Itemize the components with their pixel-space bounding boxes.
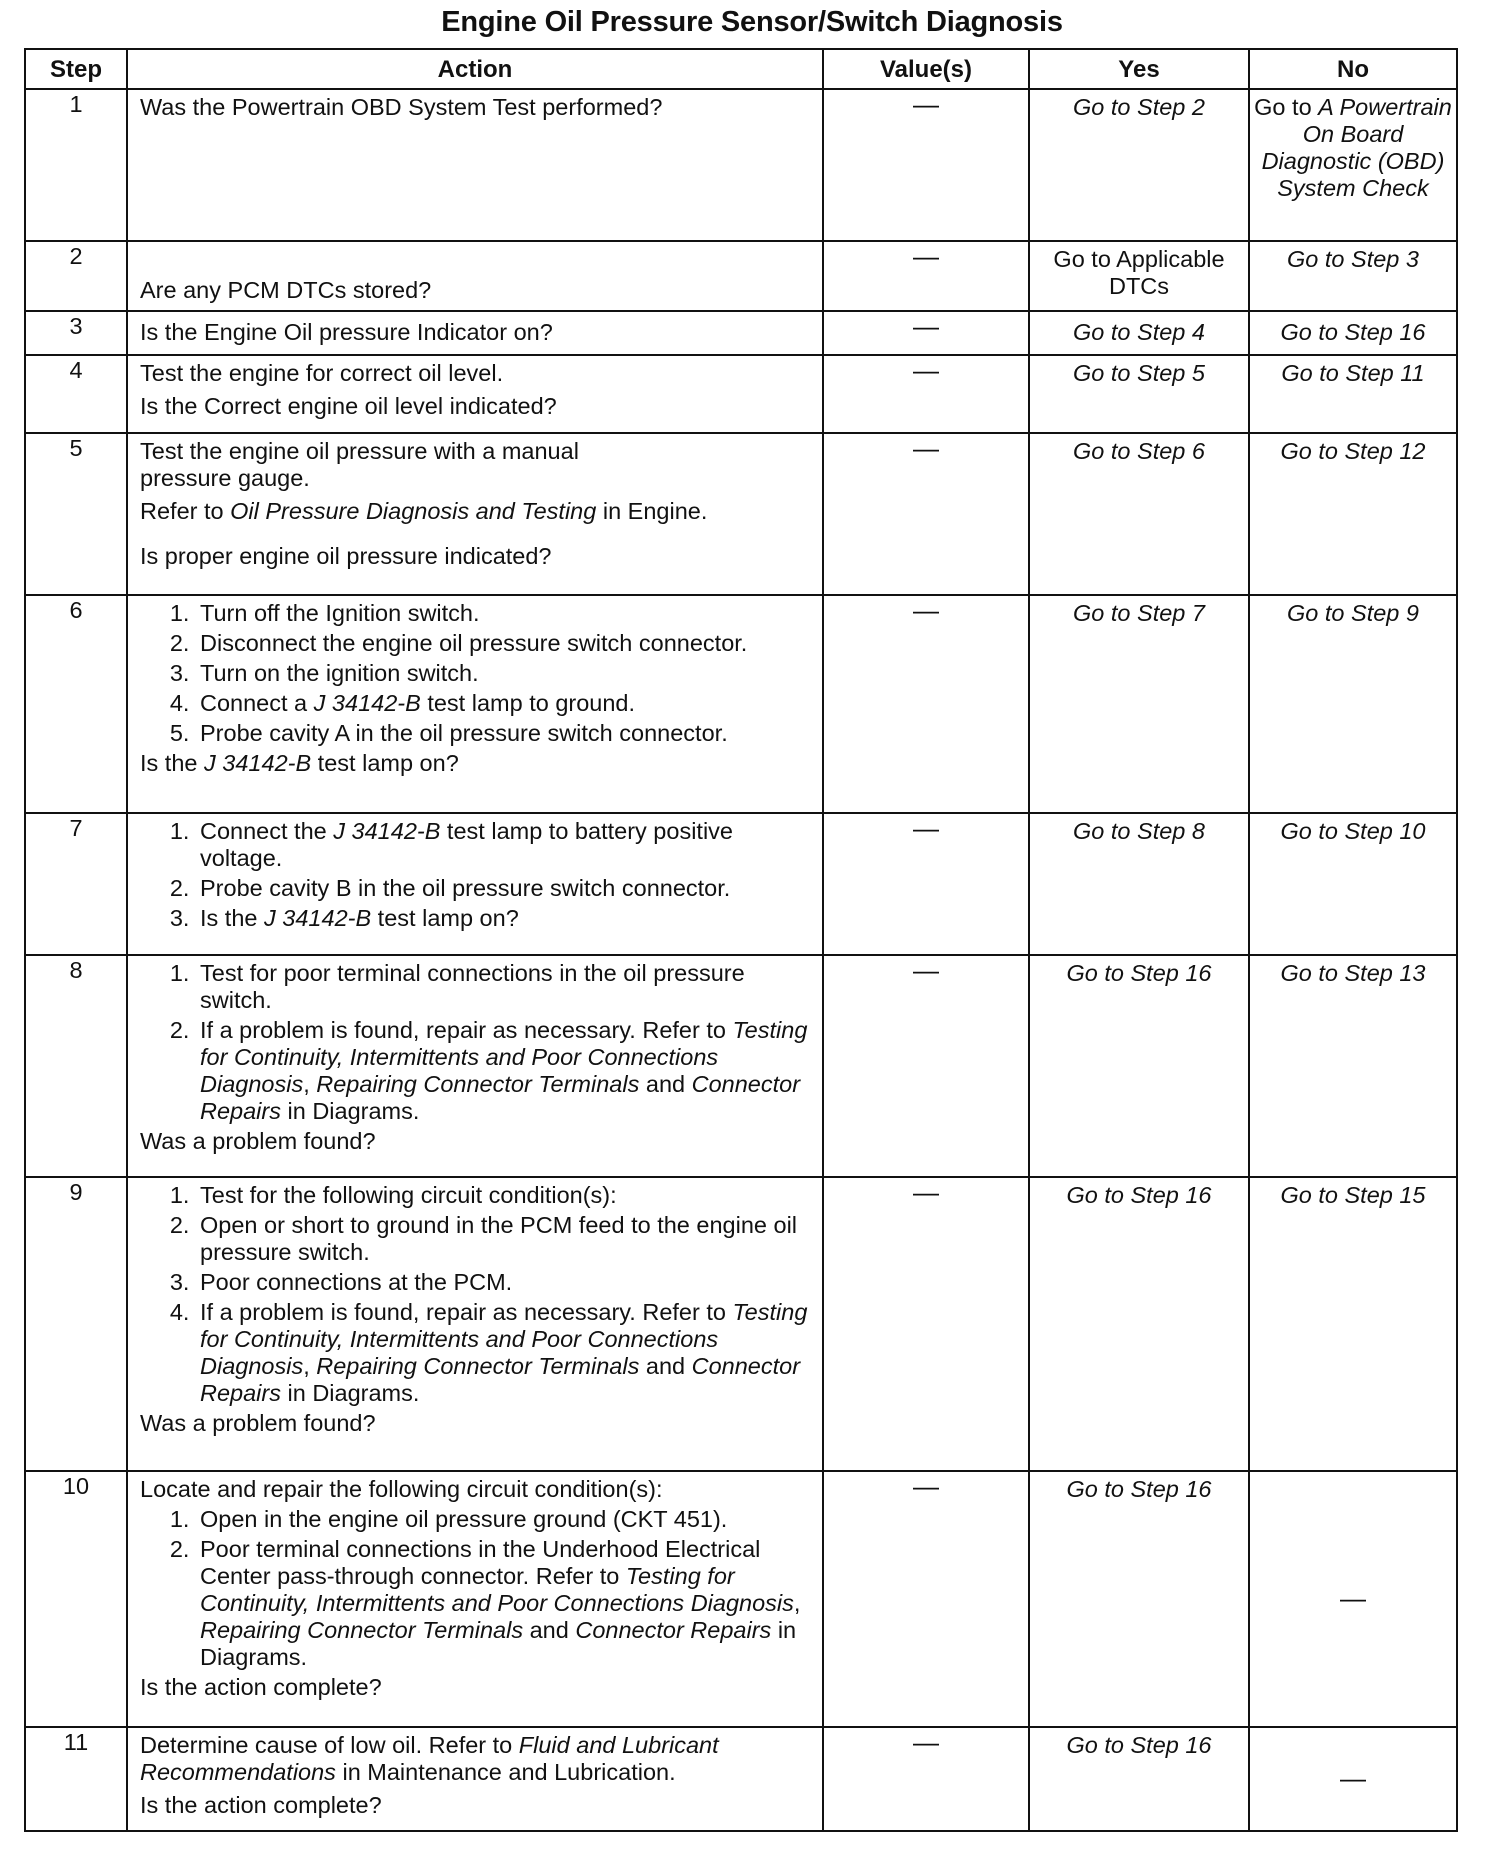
header-step: Step [25, 49, 127, 89]
step-number: 10 [25, 1471, 127, 1727]
value-cell: — [823, 311, 1029, 355]
table-row [25, 1177, 1457, 1471]
no-cell: Go to Step 12 [1249, 433, 1457, 595]
table-row [25, 955, 1457, 1177]
table-header-row [25, 49, 1457, 89]
step-number: 8 [25, 955, 127, 1177]
table-row [25, 595, 1457, 813]
action-cell [127, 813, 823, 955]
no-cell: Go to Step 11 [1249, 355, 1457, 433]
no-cell: Go to Step 3 [1249, 241, 1457, 311]
action-cell: Locate and repair the following circuit condition(s): 1. Open in the engine oil pressure ground (CKT 451). 2. Poor terminal connections in the Underhood Electrical Center pass-through connector. Refer to Testing for Continuity, Intermittents and Poor Connections Diagnosis, Repairing Connector Terminals and Connector Repairs in Diagrams. Is the action complete? [127, 1471, 823, 1727]
no-cell: Go to Step 13 [1249, 955, 1457, 1177]
value-cell: — [823, 813, 1029, 955]
no-cell: Go to Step 16 [1249, 311, 1457, 355]
no-cell: Go to A Powertrain On Board Diagnostic (OBD) System Check [1249, 89, 1457, 241]
step-number: 4 [25, 355, 127, 433]
table-row [25, 813, 1457, 955]
yes-cell: Go to Step 4 [1029, 311, 1249, 355]
step-number: 1 [25, 89, 127, 241]
table-row [25, 433, 1457, 595]
header-no: No [1249, 49, 1457, 89]
yes-cell: Go to Step 6 [1029, 433, 1249, 595]
step-number: 11 [25, 1727, 127, 1831]
step-number: 3 [25, 311, 127, 355]
yes-cell: Go to Step 16 [1029, 955, 1249, 1177]
header-action: Action [127, 49, 823, 89]
yes-cell: Go to Step 16 [1029, 1471, 1249, 1727]
yes-cell: Go to Step 7 [1029, 595, 1249, 813]
action-steps: 1. Turn off the Ignition switch. 2. Disconnect the engine oil pressure switch connector. 3. Turn on the ignition switch. 4. Connect a J 34142-B test lamp to ground. 5. Probe cavity A in the oil pressure switch connector. [140, 600, 812, 747]
table-row [25, 1727, 1457, 1831]
no-cell: — [1249, 1471, 1457, 1727]
action-cell: Test the engine oil pressure with a manual pressure gauge. Refer to Oil Pressure Diagnosis and Testing in Engine. Is proper engine oil pressure indicated? [127, 433, 823, 595]
no-cell: Go to Step 15 [1249, 1177, 1457, 1471]
value-cell: — [823, 1177, 1029, 1471]
action-cell: Determine cause of low oil. Refer to Fluid and Lubricant Recommendations in Maintenance and Lubrication. Is the action complete? [127, 1727, 823, 1831]
value-cell: — [823, 89, 1029, 241]
action-steps: 1. Connect the J 34142-B test lamp to battery positive voltage. 2. Probe cavity B in the oil pressure switch connector. 3. Is the J 34142-B test lamp on? [140, 818, 812, 932]
yes-cell: Go to Step 5 [1029, 355, 1249, 433]
value-cell: — [823, 241, 1029, 311]
yes-cell: Go to Step 16 [1029, 1177, 1249, 1471]
yes-cell: Go to Step 2 [1029, 89, 1249, 241]
header-values: Value(s) [823, 49, 1029, 89]
table-row [25, 311, 1457, 355]
no-cell: — [1249, 1727, 1457, 1831]
table-row [25, 1471, 1457, 1727]
step-number: 5 [25, 433, 127, 595]
value-cell: — [823, 595, 1029, 813]
no-cell: Go to Step 10 [1249, 813, 1457, 955]
action-cell: Test the engine for correct oil level. Is the Correct engine oil level indicated? [127, 355, 823, 433]
value-cell: — [823, 433, 1029, 595]
action-steps: 1. Test for poor terminal connections in the oil pressure switch. 2. If a problem is found, repair as necessary. Refer to Testing for Continuity, Intermittents and Poor Connections Diagnosis, Repairing Connector Terminals and Connector Repairs in Diagrams. [140, 960, 812, 1125]
action-steps: 1. Open in the engine oil pressure ground (CKT 451). 2. Poor terminal connections in the Underhood Electrical Center pass-through connector. Refer to Testing for Continuity, Intermittents and Poor Connections Diagnosis, Repairing Connector Terminals and Connector Repairs in Diagrams. [140, 1506, 812, 1671]
step-number: 9 [25, 1177, 127, 1471]
step-number: 6 [25, 595, 127, 813]
table-row [25, 241, 1457, 311]
step-number: 7 [25, 813, 127, 955]
no-cell: Go to Step 9 [1249, 595, 1457, 813]
action-cell: Are any PCM DTCs stored? [127, 241, 823, 311]
action-cell: 1. Test for the following circuit condition(s): 2. Open or short to ground in the PCM feed to the engine oil pressure switch. 3. Poor connections at the PCM. 4. If a problem is found, repair as necessary. Refer to Testing for Continuity, Intermittents and Poor Connections Diagnosis, Repairing Connector Terminals and Connector Repairs in Diagrams. Was a problem found? [127, 1177, 823, 1471]
action-steps: 1. Test for the following circuit condition(s): 2. Open or short to ground in the PCM feed to the engine oil pressure switch. 3. Poor connections at the PCM. 4. If a problem is found, repair as necessary. Refer to Testing for Continuity, Intermittents and Poor Connections Diagnosis, Repairing Connector Terminals and Connector Repairs in Diagrams. [140, 1182, 812, 1407]
header-yes: Yes [1029, 49, 1249, 89]
value-cell: — [823, 355, 1029, 433]
page-title: Engine Oil Pressure Sensor/Switch Diagnosis [441, 6, 1063, 38]
diagnosis-table [24, 48, 1458, 1832]
value-cell: — [823, 1471, 1029, 1727]
action-cell: Is the Engine Oil pressure Indicator on? [127, 311, 823, 355]
yes-cell: Go to Applicable DTCs [1029, 241, 1249, 311]
table-row [25, 89, 1457, 241]
value-cell: — [823, 1727, 1029, 1831]
table-row [25, 355, 1457, 433]
action-cell: 1. Test for poor terminal connections in the oil pressure switch. 2. If a problem is found, repair as necessary. Refer to Testing for Continuity, Intermittents and Poor Connections Diagnosis, Repairing Connector Terminals and Connector Repairs in Diagrams. Was a problem found? [127, 955, 823, 1177]
value-cell: — [823, 955, 1029, 1177]
action-cell: Was the Powertrain OBD System Test performed? [127, 89, 823, 241]
yes-cell: Go to Step 16 [1029, 1727, 1249, 1831]
step-number: 2 [25, 241, 127, 311]
action-cell: 1. Turn off the Ignition switch. 2. Disconnect the engine oil pressure switch connector. 3. Turn on the ignition switch. 4. Connect a J 34142-B test lamp to ground. 5. Probe cavity A in the oil pressure switch connector. Is the J 34142-B test lamp on? [127, 595, 823, 813]
yes-cell: Go to Step 8 [1029, 813, 1249, 955]
